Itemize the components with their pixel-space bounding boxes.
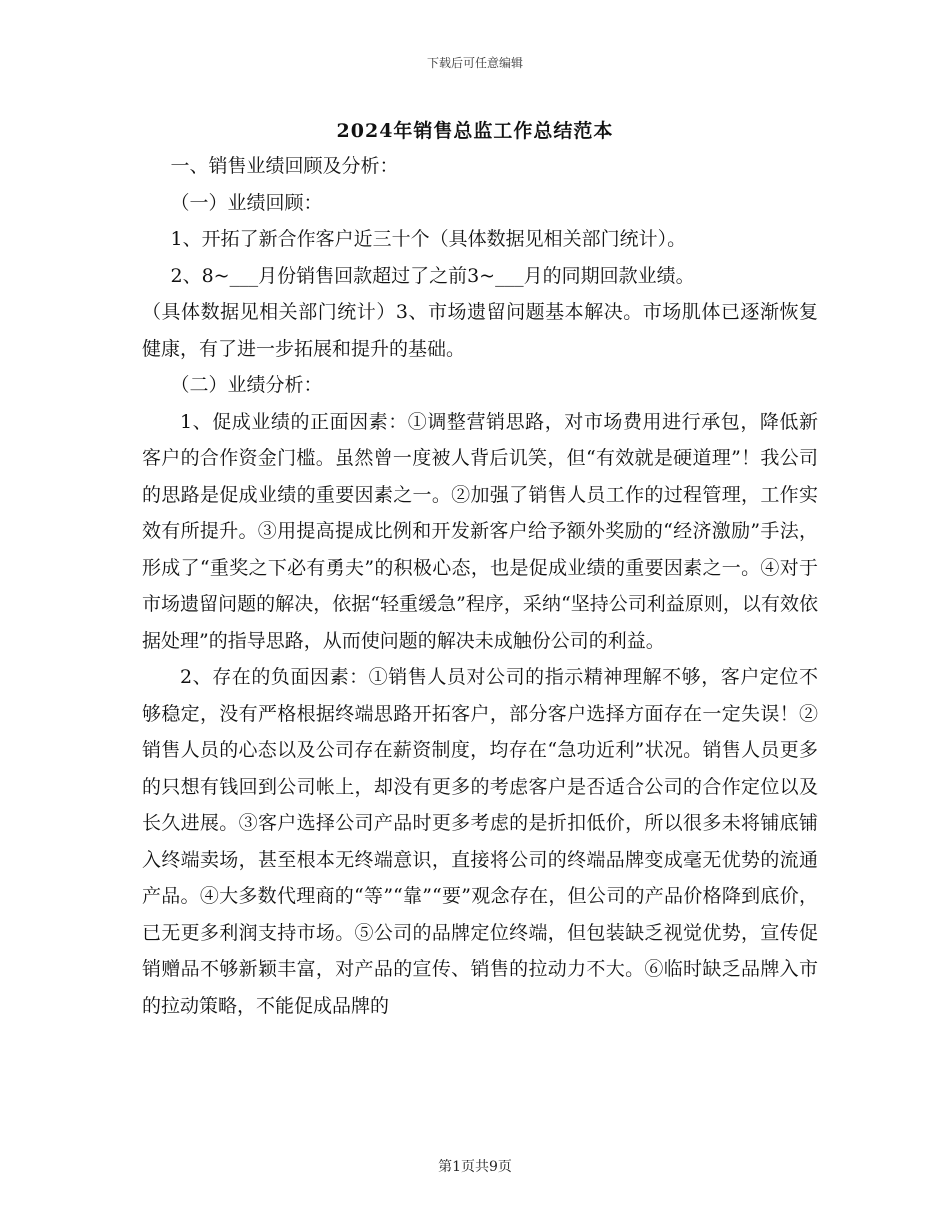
paragraph-positive-factors: 1、促成业绩的正面因素：①调整营销思路，对市场费用进行承包，降低新客户的合作资金门槛。虽然曾一度被人背后讥笑，但“有效就是硬道理”！我公司的思路是促成业绩的重要因素之一。②加强了销售人员工作的过程管理，工作实效有所提升。③用提高提成比例和开发新客户给予额外奖励的“经济激励”手法，形成了“重奖之下必有勇夫”的积极心态，也是促成业绩的重要因素之一。④对于市场遗留问题的解决，依据“轻重缓急”程序，采纳“坚持公司利益原则，以有效依据处理”的指导思路，从而使问题的解决未成触份公司的利益。 bbox=[142, 410, 818, 652]
paragraph-item-3: （具体数据见相关部门统计）3、市场遗留问题基本解决。市场肌体已逐渐恢复健康，有了进一步拓展和提升的基础。 bbox=[142, 301, 818, 360]
page-number: 第1页共9页 bbox=[438, 1159, 512, 1175]
paragraph-item-1: 1、开拓了新合作客户近三十个（具体数据见相关部门统计）。 bbox=[170, 228, 687, 250]
paragraph-item-2: 2、8~___月份销售回款超过了之前3~___月的同期回款业绩。 bbox=[170, 264, 695, 287]
paragraph-negative-factors: 2、存在的负面因素：①销售人员对公司的指示精神理解不够，客户定位不够稳定，没有严格根据终端思路开拓客户，部分客户选择方面存在一定失误！②销售人员的心态以及公司存在薪资制度，均存在“急功近利”状况。销售人员更多的只想有钱回到公司帐上，却没有更多的考虑客户是否适合公司的合作定位以及长久进展。③客户选择公司产品时更多考虑的是折扣低价，所以很多未将铺底铺入终端卖场，甚至根本无终端意识，直接将公司的终端品牌变成毫无优势的流通产品。④大多数代理商的“等”“靠”“要”观念存在，但公司的产品价格降到底价，已无更多利润支持市场。⑤公司的品牌定位终端，但包装缺乏视觉优势，宣传促销赠品不够新颖丰富，对产品的宣传、销售的拉动力不大。⑥临时缺乏品牌入市的拉动策略，不能促成品牌的 bbox=[142, 666, 818, 1017]
document-body bbox=[142, 148, 818, 1024]
document-title: 2024年销售总监工作总结范本 bbox=[336, 120, 614, 142]
subsection-heading-2: （二）业绩分析： bbox=[170, 374, 323, 396]
header-note: 下载后可任意编辑 bbox=[426, 56, 523, 70]
subsection-heading-1: （一）业绩回顾： bbox=[170, 191, 323, 214]
section-heading-1: 一、销售业绩回顾及分析： bbox=[170, 155, 399, 177]
